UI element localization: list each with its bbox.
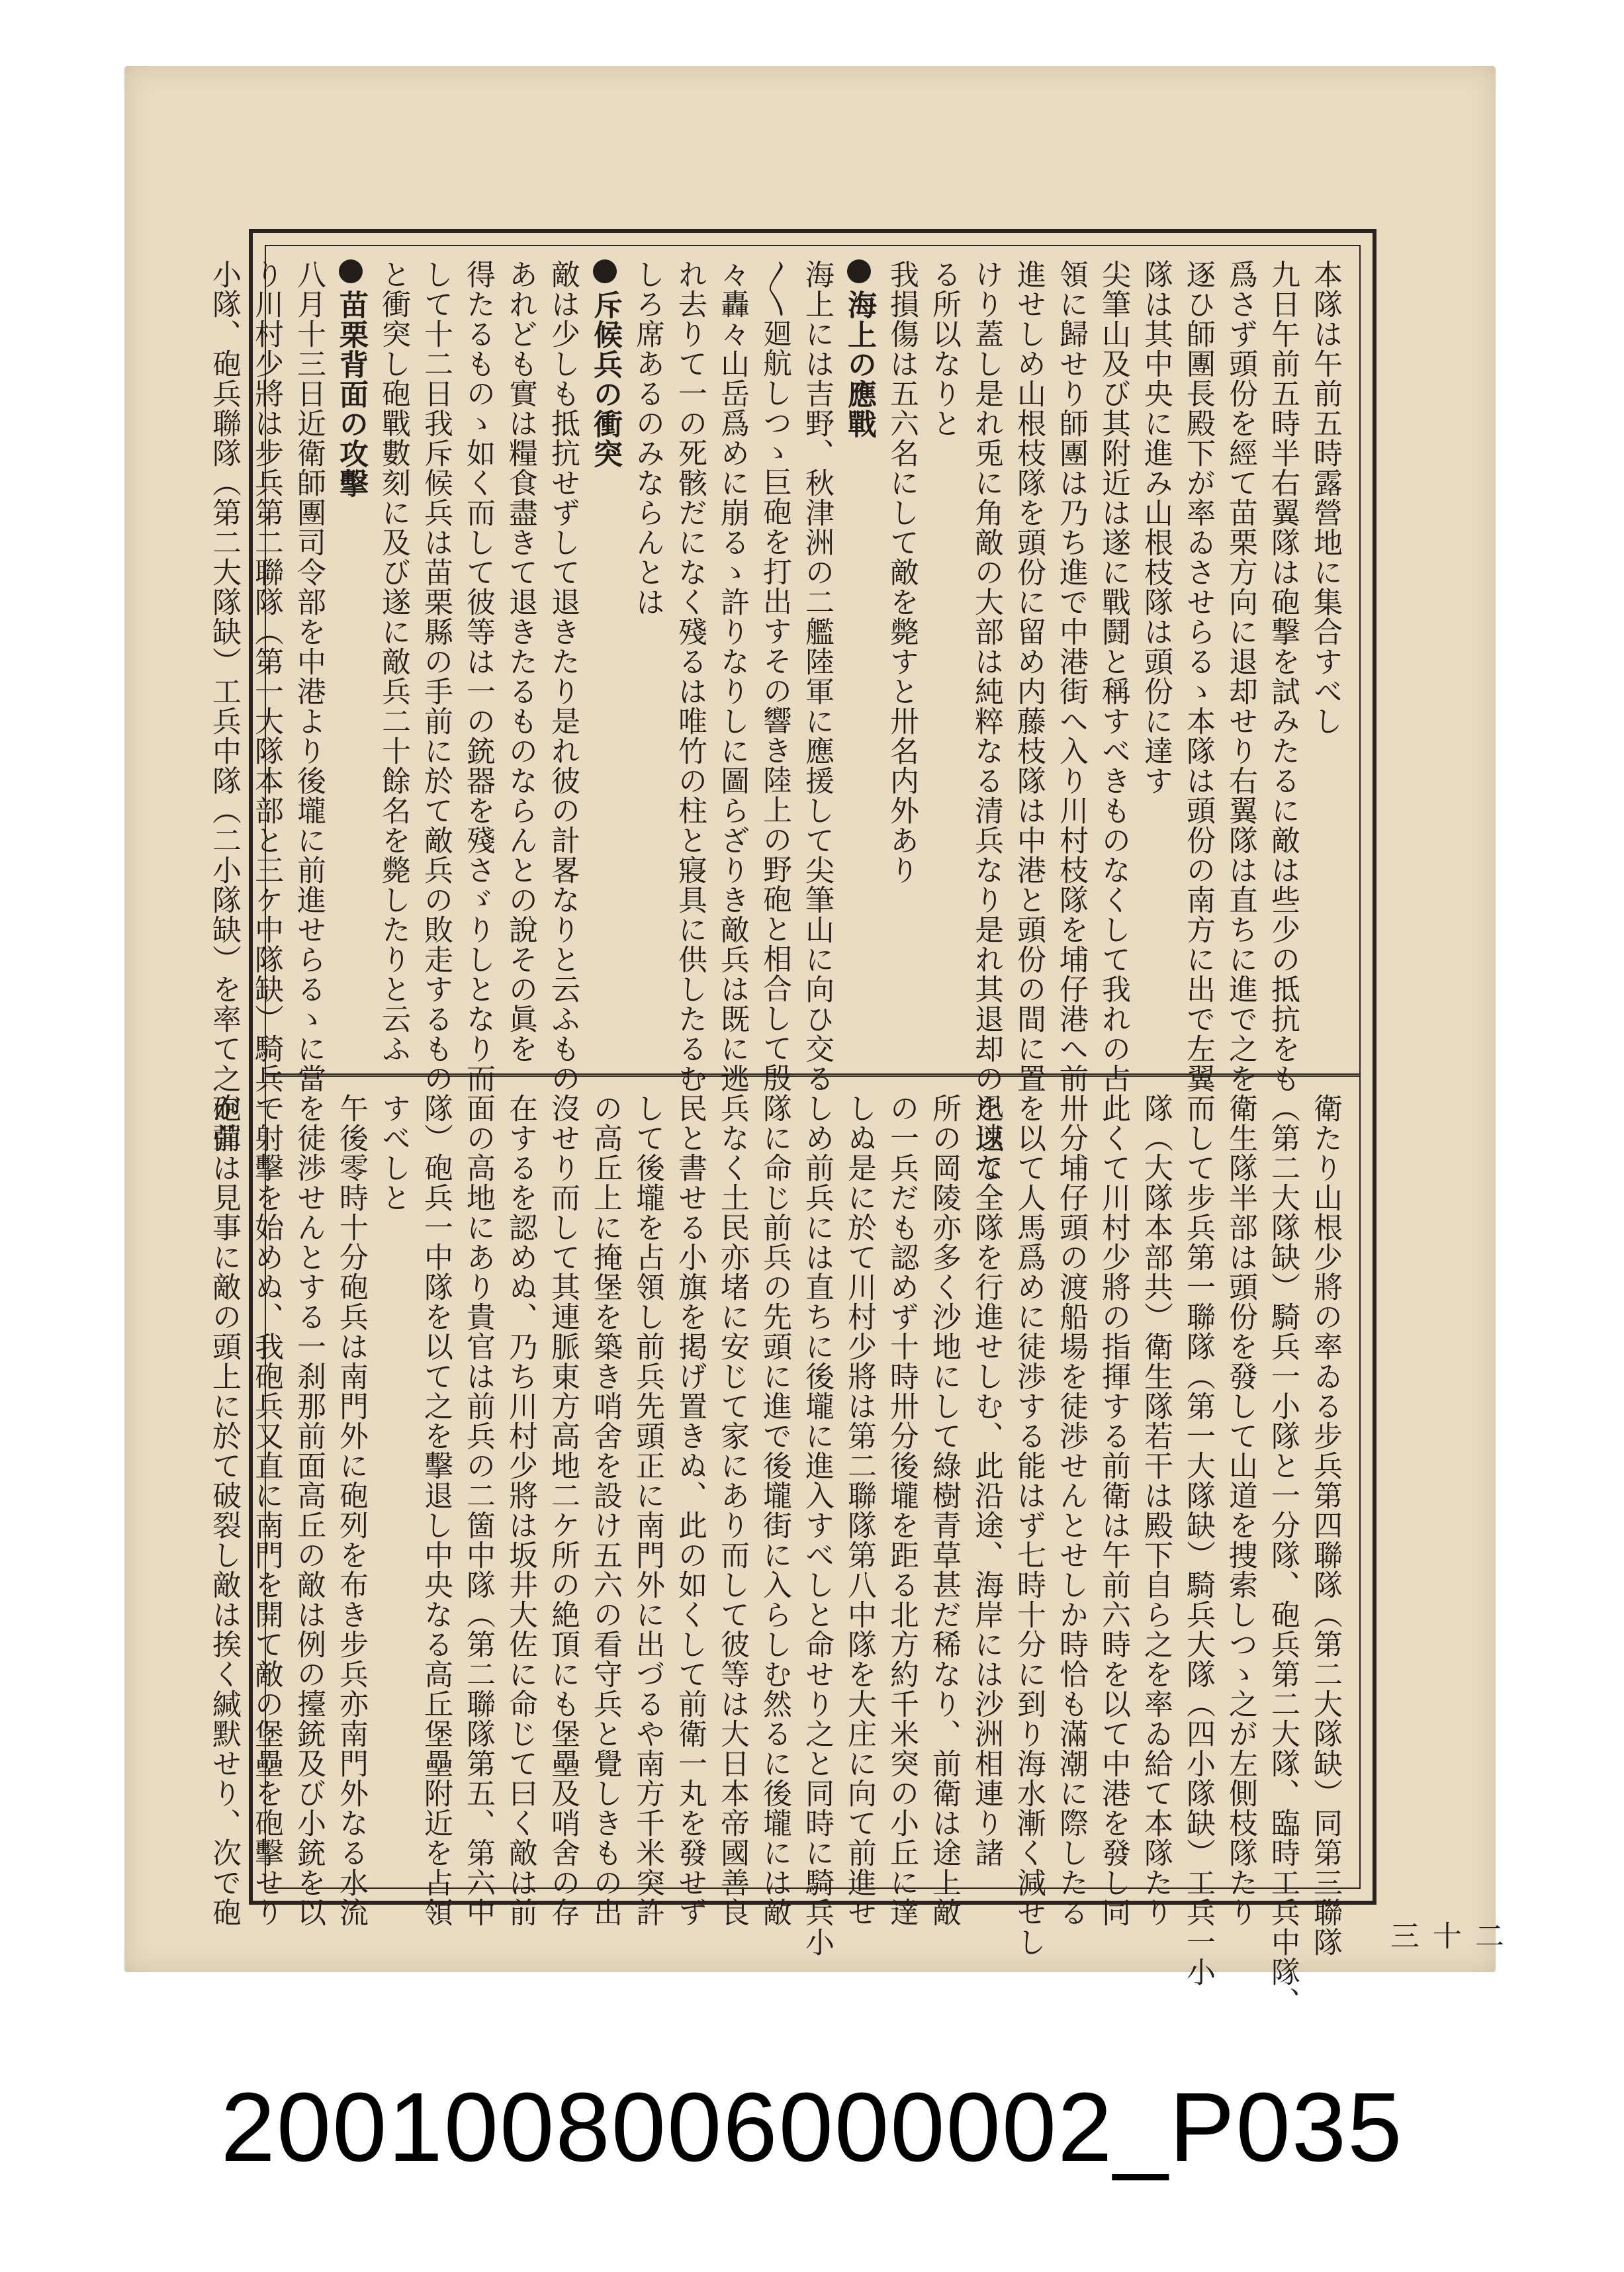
lower-text-column xyxy=(245,1093,287,1927)
lower-text-column xyxy=(1134,1093,1177,1927)
column-text: 而して步兵第一聯隊（第一大隊缺）騎兵大隊（四小隊缺）工兵一小 xyxy=(1181,1093,1215,1987)
column-text: 得たるものゝ如く而して彼等は一の銃器を殘さゞりしとなり而 xyxy=(461,259,495,1093)
upper-section-heading xyxy=(330,259,372,1054)
lower-text-column xyxy=(626,1093,668,1927)
column-text: 所の岡陵亦多く沙地にして綠樹青草甚だ稀なり、前衛は途上敵 xyxy=(927,1093,961,1927)
column-text: 隊に命じ前兵の先頭に進で後壠街に入らしむ然るに後壠には敵 xyxy=(758,1093,791,1927)
lower-text-column xyxy=(1092,1093,1134,1927)
upper-text-column xyxy=(245,259,287,1123)
column-text: 卅分埔仔頭の渡船場を徒渉せんとせしか時恰も滿潮に際したる xyxy=(1054,1093,1088,1927)
lower-text-column xyxy=(499,1093,541,1927)
lower-text-column xyxy=(965,1093,1007,1881)
heading-bullet-icon xyxy=(593,259,617,283)
column-text: 衛たり山根少將の率ゐる步兵第四聯隊（第二大隊缺）同第三聯隊 xyxy=(1308,1093,1342,1957)
column-text: 々轟々山岳爲めに崩るゝ許りなりしに圖らざりき敵兵は既に逃 xyxy=(715,259,749,1093)
lower-text-column xyxy=(1007,1093,1050,1957)
column-text: 衛生隊半部は頭份を發して山道を捜索しつゝ之が左側枝隊たり xyxy=(1224,1093,1257,1927)
upper-text-column xyxy=(626,259,668,1054)
column-text: て射擊を始めぬ、我砲兵又直に南門を開て敵の堡壘を砲擊せり xyxy=(249,1093,283,1927)
column-text: 兵なく土民亦堵に安じて家にあり而して彼等は大日本帝國善良 xyxy=(715,1093,749,1927)
upper-text-column xyxy=(711,259,753,1093)
column-text: る所以なりと xyxy=(927,259,961,438)
upper-text-column xyxy=(1092,259,1134,1093)
heading-bullet-icon xyxy=(847,259,871,283)
column-text: 八月十三日近衛師團司令部を中港より後壠に前進せらるゝに當 xyxy=(292,259,326,1093)
upper-text-column xyxy=(1219,259,1261,1093)
column-text: して十二日我斥候兵は苗栗縣の手前に於て敵兵の敗走するもの xyxy=(419,259,453,1093)
column-text: 砲彈は見事に敵の頭上に於て破裂し敵は挨く緘默せり、次で砲 xyxy=(207,1093,241,1927)
column-text: と衝突し砲戰數刻に及び遂に敵兵二十餘名を斃したりと云ふ xyxy=(377,259,410,1064)
lower-text-column xyxy=(287,1093,330,1927)
lower-text-column xyxy=(1304,1093,1346,1957)
lower-text-column xyxy=(541,1093,584,1927)
upper-text-column xyxy=(923,259,965,1054)
heading-bullet-icon xyxy=(339,259,363,283)
column-text: 九日午前五時半右翼隊は砲撃を試みたるに敵は些少の抵抗をも xyxy=(1266,259,1300,1093)
column-text: り川村少將は步兵第二聯隊（第一大隊本部と三ケ中隊缺）騎兵一 xyxy=(249,259,283,1123)
column-text: 隊）砲兵一中隊を以て之を擊退し中央なる高丘堡壘附近を占領 xyxy=(419,1093,453,1927)
lower-text-column xyxy=(795,1093,838,1957)
column-text: すべしと xyxy=(377,1093,410,1212)
lower-text-column xyxy=(838,1093,880,1927)
lower-text-column xyxy=(414,1093,457,1927)
lower-text-column xyxy=(330,1093,372,1927)
lower-text-column xyxy=(1050,1093,1092,1927)
upper-text-column xyxy=(1177,259,1219,1093)
upper-text-column xyxy=(287,259,330,1093)
column-text: 午後零時十分砲兵は南門外に砲列を布き步兵亦南門外なる水流 xyxy=(334,1093,368,1927)
column-text: 本隊は午前五時露營地に集合すべし xyxy=(1308,259,1342,736)
upper-text-column xyxy=(668,259,711,1093)
archive-id-caption: 2001008006000002_P035 xyxy=(220,2073,1404,2182)
lower-text-column xyxy=(668,1093,711,1927)
upper-text-column xyxy=(457,259,499,1093)
column-text: 斥候兵の衝突 xyxy=(588,290,622,469)
column-text: 海上には吉野、秋津洲の二艦陸軍に應援して尖筆山に向ひ交る xyxy=(800,259,834,1093)
upper-section-heading xyxy=(838,259,880,1054)
lower-text-column xyxy=(203,1093,245,1927)
lower-text-block xyxy=(207,1093,1346,2017)
column-text: 民と書せる小旗を掲げ置きぬ、此の如くして前衛一丸を發せず xyxy=(673,1093,707,1927)
column-text: して後壠を占領し前兵先頭正に南門外に出づるや南方千米突許 xyxy=(631,1093,664,1927)
column-text: 此くて川村少將の指揮する前衛は午前六時を以て中港を發し同 xyxy=(1097,1093,1130,1927)
upper-section-heading xyxy=(584,259,626,1054)
column-text: 逐ひ師團長殿下が率ゐさせらるゝ本隊は頭份の南方に出で左翼 xyxy=(1181,259,1215,1093)
column-text: 領に歸せり師團は乃ち進で中港街へ入り川村枝隊を埔仔港へ前 xyxy=(1054,259,1088,1093)
upper-text-column xyxy=(795,259,838,1093)
column-text: しろ席あるのみならんとは xyxy=(631,259,664,617)
upper-text-column xyxy=(1007,259,1050,1093)
upper-text-column xyxy=(1050,259,1092,1093)
lower-text-column xyxy=(753,1093,795,1927)
column-text: 面の高地にあり貴官は前兵の二箇中隊（第二聯隊第五、第六中 xyxy=(461,1093,495,1927)
lower-text-column xyxy=(372,1093,414,1881)
column-text: 在するを認めぬ、乃ち川村少將は坂井大佐に命じて曰く敵は前 xyxy=(504,1093,537,1927)
column-text: を以て人馬爲めに徒渉する能はず七時十分に到り海水漸く減せし xyxy=(1012,1093,1046,1957)
upper-text-column xyxy=(372,259,414,1064)
column-text: 小隊、砲兵聯隊（第二大隊缺）工兵中隊（二小隊缺）を率て之が前 xyxy=(207,259,241,1153)
upper-text-column xyxy=(753,259,795,1093)
page-frame xyxy=(207,229,1504,2017)
column-text: あれども實は糧食盡きて退きたるものならんとの說その眞を xyxy=(504,259,537,1064)
column-text: を以て全隊を行進せしむ、此沿途、海岸には沙洲相連り諸 xyxy=(970,1093,1003,1868)
column-text: 進せしめ山根枝隊を頭份に留め内藤枝隊は中港と頭份の間に置 xyxy=(1012,259,1046,1093)
page-number: 二十三 xyxy=(1385,1921,1504,1955)
upper-text-column xyxy=(880,259,923,1054)
lower-text-column xyxy=(1219,1093,1261,1927)
upper-text-column xyxy=(1261,259,1304,1093)
upper-text-column xyxy=(1134,259,1177,1054)
column-text: 隊は其中央に進み山根枝隊は頭份に達す xyxy=(1139,259,1173,795)
column-text: しめ前兵には直ちに後壠に進入すべしと命せり之と同時に騎兵小 xyxy=(800,1093,834,1957)
column-text: 苗栗背面の攻擊 xyxy=(334,290,368,498)
column-text: 我損傷は五六名にして敵を斃すと卅名内外あり xyxy=(885,259,919,885)
column-text: 沒せり而して其連脈東方高地二ケ所の絶頂にも堡壘及哨舍の存 xyxy=(546,1093,580,1927)
column-text: 海上の應戰 xyxy=(842,290,876,439)
column-text: けり蓋し是れ兎に角敵の大部は純粹なる清兵なり是れ其退却の迅速な xyxy=(970,259,1003,1183)
upper-text-column xyxy=(414,259,457,1093)
upper-text-column xyxy=(1304,259,1346,1054)
column-text: 〳〵廻航しつゝ巨砲を打出すその響き陸上の野砲と相合して殷 xyxy=(758,259,791,1093)
lower-text-column xyxy=(711,1093,753,1927)
column-text: （第二大隊缺）騎兵一小隊と一分隊、砲兵第二大隊、臨時工兵中隊、 xyxy=(1266,1093,1300,2017)
upper-text-column xyxy=(499,259,541,1064)
lower-text-column xyxy=(923,1093,965,1927)
column-text: の一兵だも認めず十時卅分後壠を距る北方約千米突の小丘に達 xyxy=(885,1093,919,1927)
column-text: れ去りて一の死骸だになく殘るは唯竹の柱と寢具に供したるむ xyxy=(673,259,707,1093)
column-text: 爲さず頭份を經て苗栗方向に退却せり右翼隊は直ちに進で之を xyxy=(1224,259,1257,1093)
column-text: 隊（大隊本部共）衛生隊若干は殿下自ら之を率ゐ給て本隊たり xyxy=(1139,1093,1173,1927)
column-text: しぬ是に於て川村少將は第二聯隊第八中隊を大庄に向て前進せ xyxy=(842,1093,876,1927)
lower-text-column xyxy=(1177,1093,1219,1987)
column-text: の高丘上に掩堡を築き哨舍を設け五六の看守兵と覺しきもの出 xyxy=(588,1093,622,1927)
column-text: を徒渉せんとする一刹那前面高丘の敵は例の擡銃及び小銃を以 xyxy=(292,1093,326,1927)
column-text: 敵は少しも抵抗せずして退きたり是れ彼の計畧なりと云ふもの xyxy=(546,259,580,1093)
lower-text-column xyxy=(880,1093,923,1927)
lower-text-column xyxy=(1261,1093,1304,2017)
upper-text-column xyxy=(541,259,584,1093)
upper-text-column xyxy=(203,259,245,1153)
lower-text-column xyxy=(457,1093,499,1927)
upper-text-column xyxy=(965,259,1007,1183)
column-text: 尖筆山及び其附近は遂に戰鬪と稱すべきものなくして我れの占 xyxy=(1097,259,1130,1093)
lower-text-column xyxy=(584,1093,626,1927)
